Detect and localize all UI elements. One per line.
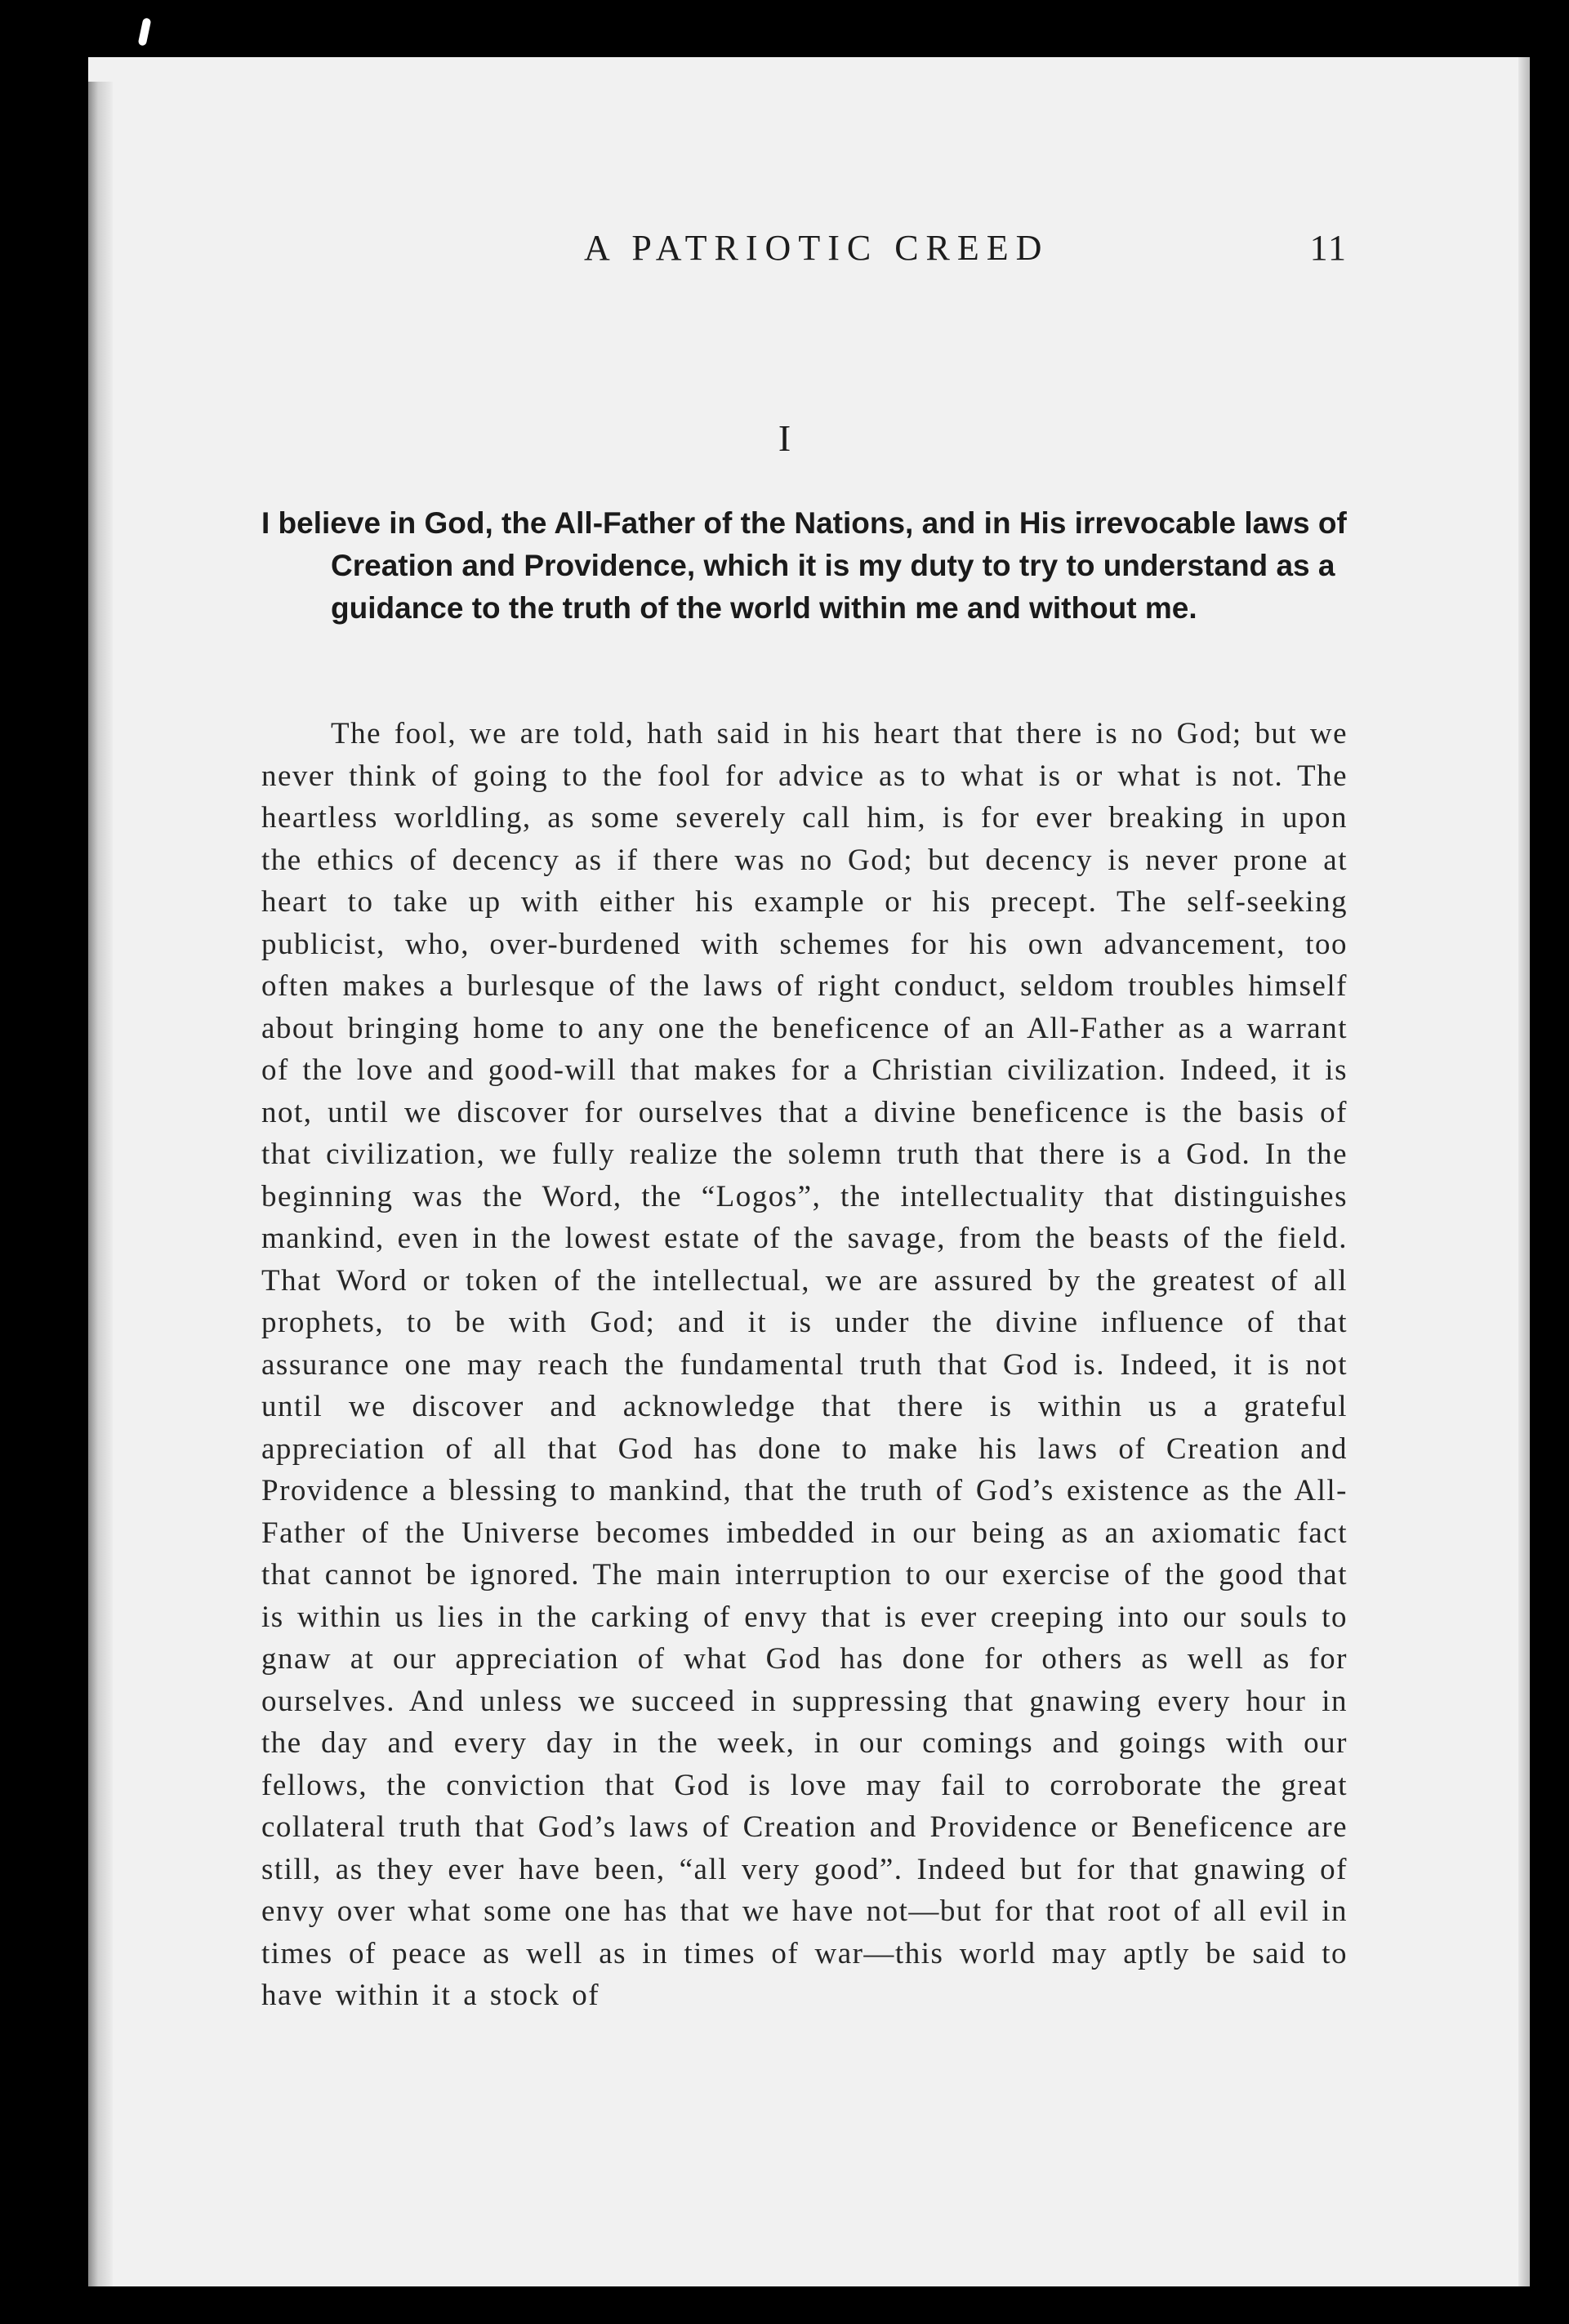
creed-article: I believe in God, the All-Father of the Nations, and in His irrevocable laws of Creation and Providence, which it is my duty to try to understand as a guidance to the truth of the world within me and without me. xyxy=(261,506,1347,625)
running-title: A PATRIOTIC CREED xyxy=(584,228,1050,268)
section-numeral: I xyxy=(778,417,791,459)
page-gutter-shadow xyxy=(88,82,113,2286)
page-header xyxy=(261,227,1348,276)
page-number: 11 xyxy=(1309,228,1348,268)
page-right-edge xyxy=(1518,57,1530,2286)
scan-corner-mark xyxy=(138,17,152,46)
body-paragraph: The fool, we are told, hath said in his heart that there is no God; but we never think of going to the fool for advice as to what is or what is not. The heartless worldling, as some severely call him, is for ever breaking in upon the ethics of decency as if there was no God; but decency is never prone at heart to take up with either his example or his precept. The self-seeking publicist, who, over-burdened with schemes for his own advancement, too often makes a burlesque of the laws of right conduct, seldom troubles himself about bringing home to any one the beneficence of an All-Father as a warrant of the love and good-will that makes for a Christian civilization. Indeed, it is not, until we discover for ourselves that a divine beneficence is the basis of that civilization, we fully realize the solemn truth that there is a God. In the beginning was the Word, the “Logos”, the intellectuality that distinguishes mankind, even in the lowest estate of the savage, from the beasts of the field. That Word or token of the intellectual, we are assured by the greatest of all prophets, to be with God; and it is under the divine influence of that assurance one may reach the fundamental truth that God is. Indeed, it is not until we discover and acknowledge that there is within us a grateful appreciation of all that God has done to make his laws of Creation and Providence a blessing to mankind, that the truth of God’s existence as the All-Father of the Universe becomes imbedded in our being as an axiomatic fact that cannot be ignored. The main interruption to our exercise of the good that is within us lies in the carking of envy that is ever creeping into our souls to gnaw at our appreciation of what God has done for others as well as for ourselves. And unless we succeed in suppressing that gnawing every hour in the day and every day in the week, in our comings and goings with our fellows, the conviction that God is love may fail to corroborate the great collateral truth that God’s laws of Creation and Providence or Beneficence are still, as they ever have been, “all very good”. Indeed but for that gnawing of envy over what some one has that we have not—but for that root of all evil in times of peace as well as in times of war—this world may aptly be said to have within it a stock of xyxy=(261,717,1348,2012)
